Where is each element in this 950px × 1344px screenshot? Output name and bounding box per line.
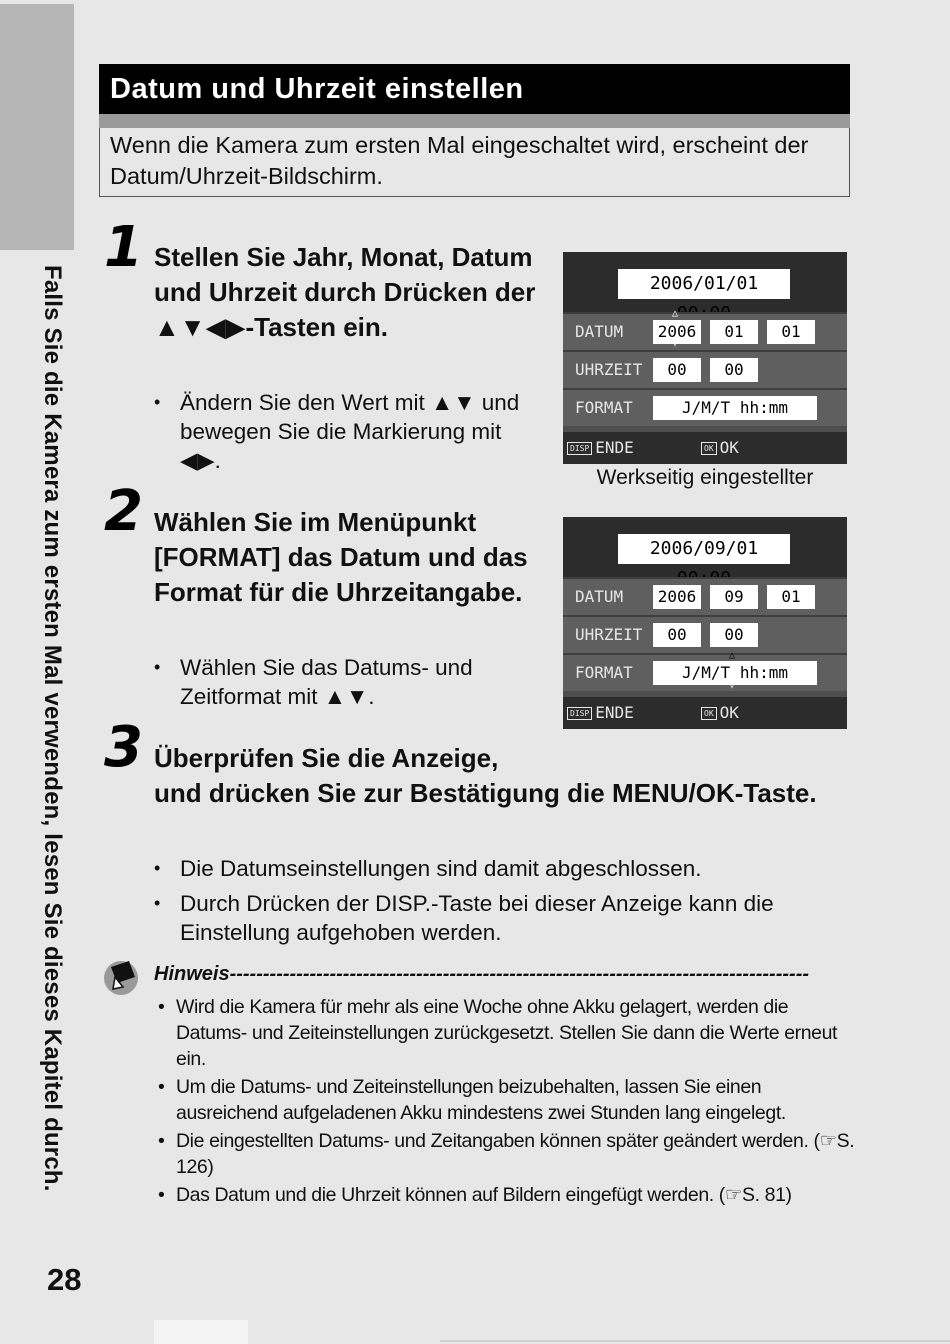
datum-label: DATUM bbox=[575, 587, 624, 606]
page-title: Datum und Uhrzeit einstellen bbox=[99, 64, 850, 114]
list-item: • Ändern Sie den Wert mit ▲▼ und bewegen Sie die Markierung mit ◀▶. bbox=[154, 388, 544, 475]
note-heading: Hinweis--------------------------------------------------------------------------------------- bbox=[154, 963, 810, 985]
format-field: J/M/T hh:mm bbox=[653, 396, 817, 420]
step-number-2: 2 bbox=[104, 479, 143, 544]
disp-key-icon: DISP bbox=[567, 442, 592, 455]
step-2-bullets bbox=[154, 653, 544, 717]
disp-key-icon: DISP bbox=[567, 707, 592, 720]
note-item: • Um die Datums- und Zeiteinstellungen beizubehalten, lassen Sie einen ausreichend aufgeladenen Akku mindestens zwei Stunden lang eingelegt. bbox=[158, 1074, 858, 1126]
step-3-title-line2: und drücken Sie zur Bestätigung die MENU/OK-Taste. bbox=[154, 778, 817, 808]
end-label: ENDE bbox=[595, 438, 634, 457]
step-number-1: 1 bbox=[104, 215, 143, 280]
intro-text: Wenn die Kamera zum ersten Mal eingeschaltet wird, erscheint der Datum/Uhrzeit-Bildschirm. bbox=[99, 128, 850, 197]
note-item: • Das Datum und die Uhrzeit können auf Bildern eingefügt werden. (☞S. 81) bbox=[158, 1182, 858, 1208]
ok-key-icon: OK bbox=[701, 707, 717, 720]
ok-label: OK bbox=[719, 703, 739, 722]
step-1-bullets bbox=[154, 388, 544, 481]
footer-rule bbox=[440, 1340, 950, 1342]
list-item: • Durch Drücken der DISP.-Taste bei dieser Anzeige kann die Einstellung aufgehoben werden. bbox=[154, 889, 844, 947]
day-field: 01 bbox=[767, 585, 815, 609]
datum-label: DATUM bbox=[575, 322, 624, 341]
hour-field: 00 bbox=[653, 623, 701, 647]
datetime-display: 2006/09/01 bbox=[618, 534, 790, 564]
list-item: • Die Datumseinstellungen sind damit abgeschlossen. bbox=[154, 854, 844, 883]
ok-label: OK bbox=[719, 438, 739, 457]
up-arrow-icon: △ bbox=[672, 308, 679, 319]
up-arrow-icon: △ bbox=[729, 650, 736, 661]
minute-field: 00 bbox=[710, 358, 758, 382]
uhrzeit-label: UHRZEIT bbox=[575, 360, 643, 379]
month-field: 09 bbox=[710, 585, 758, 609]
datetime-display: 2006/01/01 bbox=[618, 269, 790, 299]
month-field: 01 bbox=[710, 320, 758, 344]
step-2-title: Wählen Sie im Menüpunkt [FORMAT] das Datum und das Format für die Uhrzeitangabe. bbox=[154, 507, 528, 607]
down-arrow-icon: ▽ bbox=[729, 680, 736, 691]
chapter-tab bbox=[0, 4, 74, 250]
down-arrow-icon: ▽ bbox=[672, 338, 679, 349]
step-number-3: 3 bbox=[104, 715, 143, 780]
note-item: • Wird die Kamera für mehr als eine Woche ohne Akku gelagert, werden die Datums- und Zeiteinstellungen zurückgesetzt. Stellen Sie dann die Werte erneut ein. bbox=[158, 994, 858, 1072]
camera-screen-format bbox=[563, 517, 847, 729]
note-pencil-icon bbox=[101, 957, 141, 997]
minute-field: 00 bbox=[710, 623, 758, 647]
format-label: FORMAT bbox=[575, 398, 633, 417]
year-field: 2006 bbox=[653, 320, 701, 344]
day-field: 01 bbox=[767, 320, 815, 344]
footer-mark bbox=[154, 1320, 248, 1344]
chapter-tab-text: Falls Sie die Kamera zum ersten Mal verwenden, lesen Sie dieses Kapitel durch. bbox=[39, 265, 66, 1192]
format-label: FORMAT bbox=[575, 663, 633, 682]
step-1-title: Stellen Sie Jahr, Monat, Datum und Uhrzeit durch Drücken der ▲▼◀▶-Tasten ein. bbox=[154, 242, 536, 342]
ok-key-icon: OK bbox=[701, 442, 717, 455]
year-field: 2006 bbox=[653, 585, 701, 609]
hour-field: 00 bbox=[653, 358, 701, 382]
list-item: • Wählen Sie das Datums- und Zeitformat mit ▲▼. bbox=[154, 653, 544, 711]
camera-screen-factory bbox=[563, 252, 847, 464]
format-field: J/M/T hh:mm bbox=[653, 661, 817, 685]
end-label: ENDE bbox=[595, 703, 634, 722]
note-item: • Die eingestellten Datums- und Zeitangaben können später geändert werden. (☞S. 126) bbox=[158, 1128, 858, 1180]
step-3-title-line1: Überprüfen Sie die Anzeige, bbox=[154, 743, 499, 773]
note-list bbox=[158, 994, 858, 1210]
title-divider bbox=[99, 114, 850, 128]
uhrzeit-label: UHRZEIT bbox=[575, 625, 643, 644]
screen-caption: Werkseitig eingestellter bbox=[596, 466, 814, 489]
step-3-bullets bbox=[154, 854, 844, 953]
page-number: 28 bbox=[47, 1262, 82, 1297]
